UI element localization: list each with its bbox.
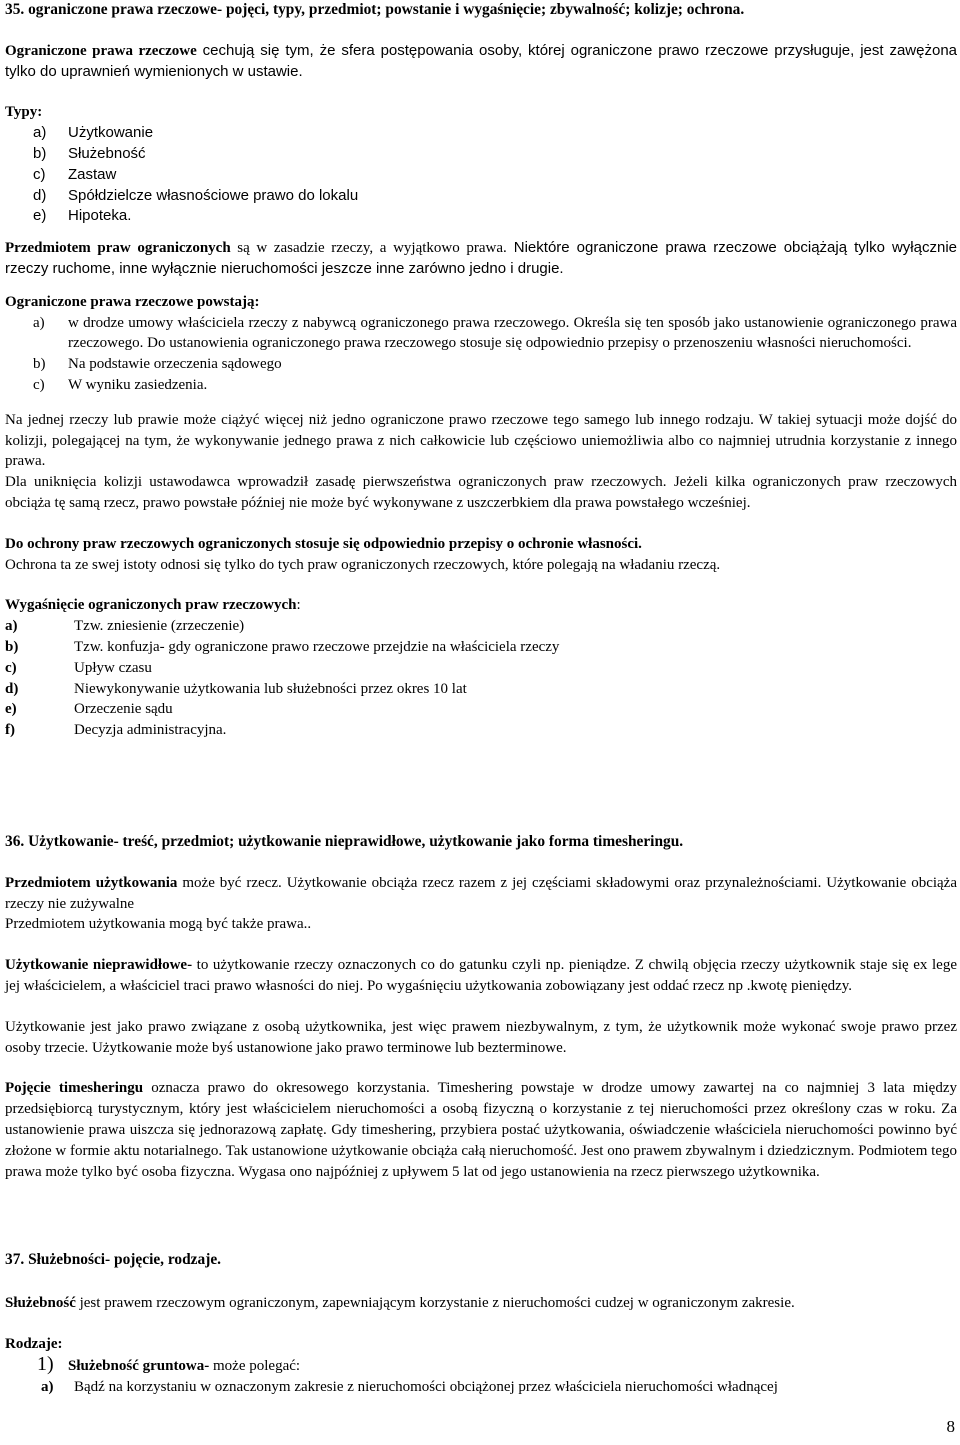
s37-kind-1 <box>5 1353 957 1377</box>
s35-types-list <box>5 123 957 227</box>
list-item <box>5 186 957 207</box>
s36-irregular-term: Użytkowanie nieprawidłowe- <box>5 957 193 974</box>
arise-heading-text: Ograniczone prawa rzeczowe powstają: <box>5 293 260 310</box>
list-marker: c) <box>33 165 46 183</box>
list-item <box>5 375 957 396</box>
s36-timeshering <box>5 1078 957 1182</box>
list-item-text: Niewykonywanie użytkowania lub służebności przez okres 10 lat <box>74 680 467 697</box>
section-36-title: 36. Użytkowanie- treść, przedmiot; użytkowanie nieprawidłowe, użytkowanie jako forma timesheringu. <box>5 833 684 850</box>
s35-protection <box>5 534 957 576</box>
list-item-text: Tzw. zniesienie (zrzeczenie) <box>74 618 245 635</box>
list-item <box>5 165 957 186</box>
section-37-title: 37. Służebności- pojęcie, rodzaje. <box>5 1251 222 1268</box>
list-marker: b) <box>33 356 46 373</box>
s37-kind-1a-marker: a) <box>41 1379 54 1396</box>
list-marker: f) <box>5 722 15 739</box>
s37-definition-term: Służebność <box>5 1294 76 1311</box>
list-marker: b) <box>33 144 47 162</box>
list-marker: d) <box>5 680 19 697</box>
s35-subject-term: Przedmiotem praw ograniczonych <box>5 240 231 257</box>
s37-kinds-heading <box>5 1334 957 1355</box>
list-item-text: Orzeczenie sądu <box>74 701 173 718</box>
list-marker: c) <box>5 659 17 676</box>
s35-subject-text2: Niektóre ograniczone prawa rzeczowe obciążają tylko wyłącznie rzeczy ruchome, inne wyłącznie nieruchomości jeszcze inne zarówno jedno i drugie. <box>5 239 958 277</box>
list-item <box>5 354 957 375</box>
s36-subject-text: może być rzecz. Użytkowanie obciąża rzecz razem z jej częściami składowymi oraz przynależnościami. Użytkowanie obciąża rzeczy nie zużywalne <box>5 874 957 912</box>
s35-collision-2: Dla uniknięcia kolizji ustawodawca wprowadził zasadę pierwszeństwa ograniczonych praw rzeczowych. Jeżeli kilka ograniczonych praw rzeczowych obciąża tę samą rzecz, prawo powstałe później nie może być wykonywane z uszczerbkiem dla prawa powstałego wcześniej. <box>5 474 957 511</box>
s37-kind-1a <box>5 1377 957 1398</box>
list-item <box>5 637 957 658</box>
list-item-text: Spółdzielcze własnościowe prawo do lokalu <box>68 186 359 204</box>
list-item-text: w drodze umowy właściciela rzeczy z nabywcą ograniczonego prawa rzeczowego. Określa się ten sposób jako ustanowienie ograniczonego prawa rzeczowego. Do ustanowienia ograniczonego prawa rzeczowego stosuje się odpowiednio przepisy o przenoszeniu własności nieruchomości. <box>68 314 957 352</box>
s35-arise-heading <box>5 292 957 313</box>
s35-intro-text: cechują się tym, że sfera postępowania osoby, której ograniczone prawo rzeczowe przysługuje, jest zawężona tylko do uprawnień wymienionych w ustawie. <box>5 41 958 80</box>
s36-subject <box>5 873 957 935</box>
list-item-text: Służebność <box>68 144 146 162</box>
s35-protection-term: Do ochrony praw rzeczowych ograniczonych stosuje się odpowiednio przepisy o ochronie własności. <box>5 535 642 552</box>
list-item-text: Na podstawie orzeczenia sądowego <box>68 356 282 373</box>
section-36 <box>5 832 957 1182</box>
s37-kind-1-term: Służebność gruntowa- <box>68 1358 210 1375</box>
s37-kind-1-number: 1) <box>37 1353 54 1376</box>
s36-timeshering-term: Pojęcie timesheringu <box>5 1080 144 1097</box>
list-marker: c) <box>33 376 45 393</box>
s36-subject-line2: Przedmiotem użytkowania mogą być także prawa.. <box>5 916 312 933</box>
list-item <box>5 658 957 679</box>
s36-subject-term: Przedmiotem użytkowania <box>5 874 178 891</box>
list-marker: b) <box>5 638 19 655</box>
s36-irregular-text: to użytkowanie rzeczy oznaczonych co do gatunku czyli np. pieniądze. Z chwilą objęcia rzeczy użytkownik staje się ex lege jej właścicielem, a właściciel traci prawo własności do niej. Po wygaśnięciu użytkowania zobowiązany jest oddać rzecz np .kwotę pieniędzy. <box>5 957 957 994</box>
expire-heading-colon: : <box>296 597 301 614</box>
list-marker: a) <box>33 124 47 142</box>
kinds-heading-text: Rodzaje: <box>5 1335 63 1352</box>
s36-timeshering-text: oznacza prawo do okresowego korzystania. Timeshering powstaje w drodze umowy zawartej na co najmniej 3 lata między przedsiębiorcą turystycznym, który jest właścicielem nieruchomości a osobą fizyczną o korzystanie z tej nieruchomości przez określony czas w roku. Za ustanowienie prawa uiszcza się jednorazową zapłatę. Gdy timeshering, przybiera postać użytkowania, oświadczenie właściciela nieruchomości powinno być złożone w formie aktu notarialnego. Tak ustanowione użytkowanie obciąża całą nieruchomość. Jest ono prawem zbywalnym i dziedzicznym. Podmiotem tego prawa może tylko być osoba fizyczna. Wygasa ono najpóźniej z upływem 5 lat od jego ustanowienia na rzecz pierwszego użytkownika. <box>5 1080 957 1180</box>
list-item <box>5 123 957 144</box>
list-marker: e) <box>5 701 17 718</box>
s35-expire-heading <box>5 595 957 616</box>
s35-expire-list <box>5 616 957 741</box>
list-item-text: Zastaw <box>68 165 117 183</box>
s35-subject-text1: są w zasadzie rzeczy, a wyjątkowo prawa. <box>230 240 507 257</box>
expire-heading-text: Wygaśnięcie ograniczonych praw rzeczowych <box>5 597 297 614</box>
list-item <box>5 679 957 700</box>
list-marker: a) <box>5 618 18 635</box>
list-item-text: Tzw. konfuzja- gdy ograniczone prawo rzeczowe przejdzie na właściciela rzeczy <box>74 638 560 655</box>
list-item <box>5 720 957 741</box>
s35-collision-1: Na jednej rzeczy lub prawie może ciążyć więcej niż jedno ograniczone prawo rzeczowe tego samego lub innego rodzaju. W takiej sytuacji może dojść do kolizji, polegającej na tym, że wykonywanie jednego prawa z nich całkowicie lub częściowo uniemożliwia albo co najmniej utrudnia korzystanie z innego prawa. <box>5 411 957 470</box>
section-35 <box>5 0 957 741</box>
list-item-text: W wyniku zasiedzenia. <box>68 376 208 393</box>
s35-protection-text: Ochrona ta ze swej istoty odnosi się tylko do tych praw ograniczonych rzeczowych, które polegają na władaniu rzeczą. <box>5 556 721 573</box>
list-item-text: Decyzja administracyjna. <box>74 722 227 739</box>
s35-intro <box>5 41 957 83</box>
list-item <box>5 144 957 165</box>
s37-definition <box>5 1293 957 1314</box>
list-item <box>5 616 957 637</box>
s35-types-heading <box>5 102 957 123</box>
section-35-title: 35. ograniczone prawa rzeczowe- pojęci, typy, przedmiot; powstanie i wygaśnięcie; zbywalność; kolizje; ochrona. <box>5 1 745 18</box>
s35-arise-list <box>5 313 957 396</box>
section-37 <box>5 1250 957 1398</box>
types-heading-text: Typy: <box>5 104 43 121</box>
list-item-text: Hipoteka. <box>68 207 132 225</box>
list-marker: e) <box>33 207 47 225</box>
s36-personal: Użytkowanie jest jako prawo związane z osobą użytkownika, jest więc prawem niezbywalnym, z tym, że użytkownik może wykonać swoje prawo przez osoby trzecie. Użytkowanie może byś ustanowione jako prawo terminowe lub bezterminowe. <box>5 1018 957 1056</box>
s37-kind-1a-text: Bądź na korzystaniu w oznaczonym zakresie z nieruchomości obciążonej przez właściciela nieruchomości władnącej <box>74 1379 778 1396</box>
s35-intro-term: Ograniczone prawa rzeczowe <box>5 42 197 59</box>
list-item-text: Upływ czasu <box>74 659 152 676</box>
list-item <box>5 699 957 720</box>
list-marker: a) <box>33 314 45 331</box>
list-item-text: Użytkowanie <box>68 124 154 142</box>
s37-definition-text: jest prawem rzeczowym ograniczonym, zapewniającym korzystanie z nieruchomości cudzej w ograniczonym zakresie. <box>75 1294 795 1311</box>
list-item <box>5 206 957 227</box>
s35-subject <box>5 238 957 280</box>
list-marker: d) <box>33 186 47 204</box>
s37-kind-1-text: może polegać: <box>209 1358 301 1375</box>
list-item <box>5 313 957 355</box>
page-number: 8 <box>946 1417 955 1436</box>
s36-irregular <box>5 955 957 997</box>
